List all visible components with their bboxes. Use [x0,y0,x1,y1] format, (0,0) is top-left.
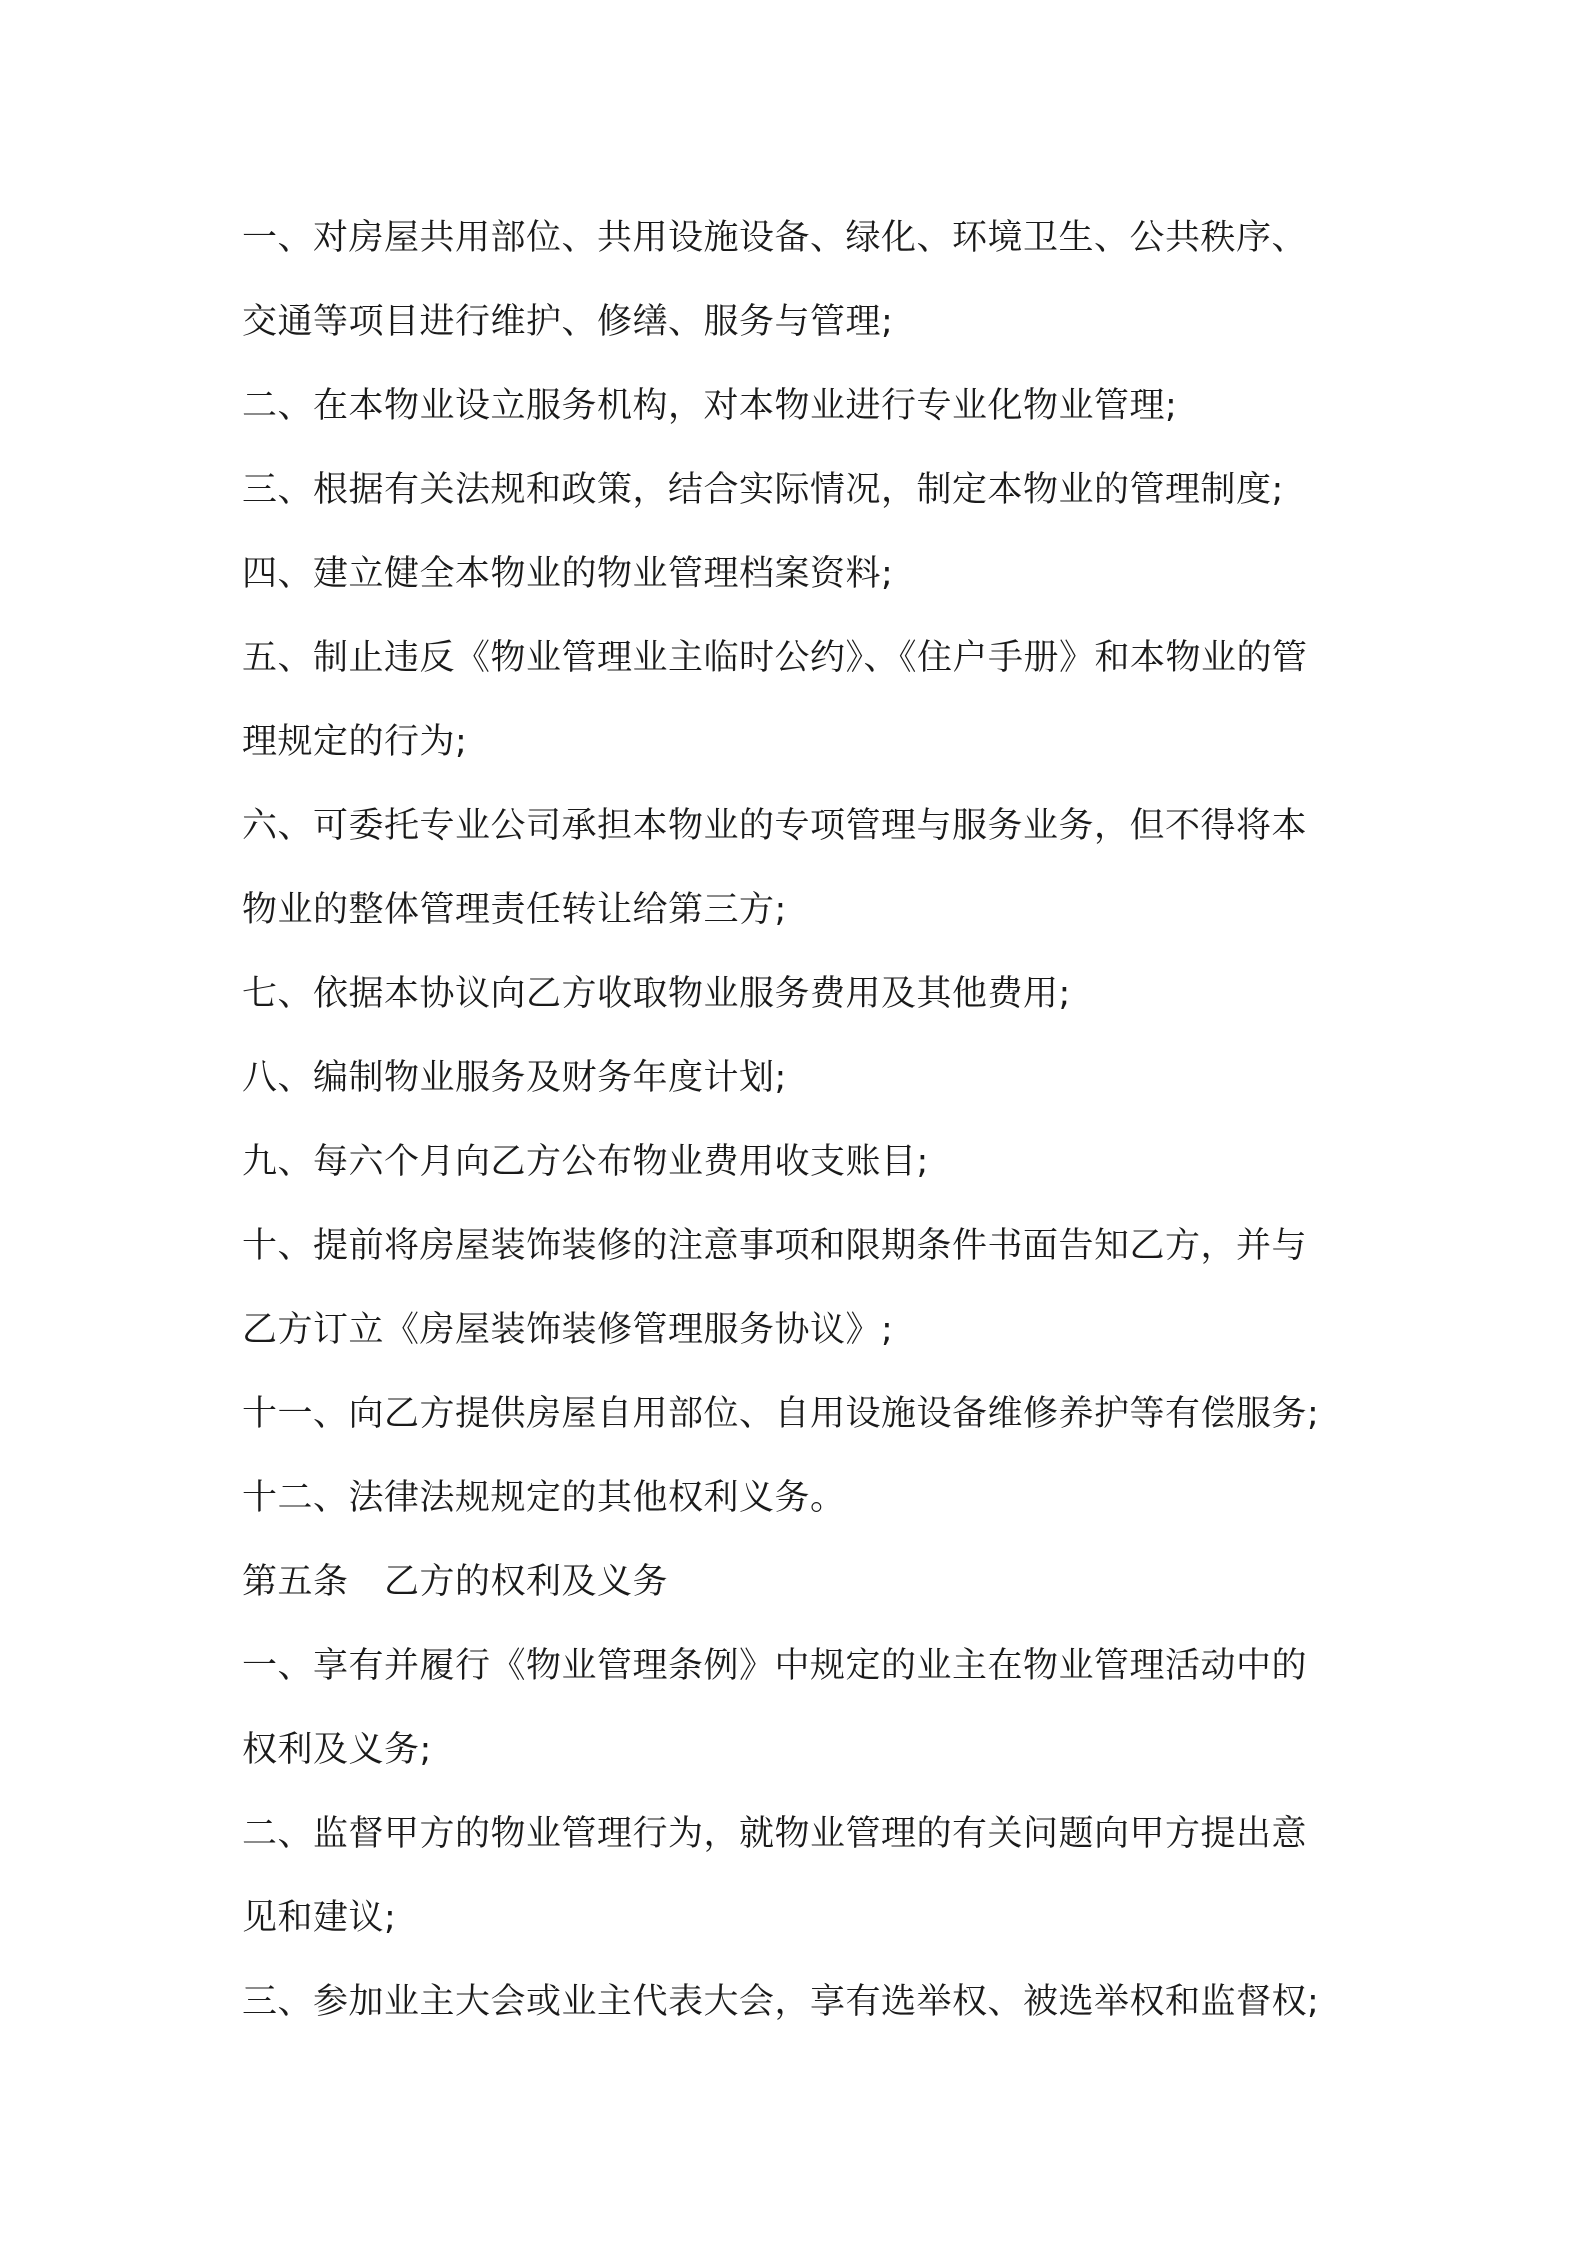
text-line: 五、制止违反《物业管理业主临时公约》、《住户手册》和本物业的管 [242,638,1308,678]
text-line: 九、每六个月向乙方公布物业费用收支账目; [242,1142,929,1182]
text-line: 二、监督甲方的物业管理行为，就物业管理的有关问题向甲方提出意 [242,1814,1308,1854]
text-line: 十一、向乙方提供房屋自用部位、自用设施设备维修养护等有偿服务; [242,1394,1320,1434]
text-line: 二、在本物业设立服务机构，对本物业进行专业化物业管理; [242,386,1178,426]
text-line: 三、根据有关法规和政策，结合实际情况，制定本物业的管理制度; [242,470,1284,510]
text-line: 十二、法律法规规定的其他权利义务。 [242,1478,846,1518]
text-line: 一、享有并履行《物业管理条例》中规定的业主在物业管理活动中的 [242,1646,1308,1686]
text-line: 乙方订立《房屋装饰装修管理服务协议》; [242,1310,894,1350]
text-line: 七、依据本协议向乙方收取物业服务费用及其他费用; [242,974,1071,1014]
text-line: 四、建立健全本物业的物业管理档案资料; [242,554,894,594]
text-line: 十、提前将房屋装饰装修的注意事项和限期条件书面告知乙方，并与 [242,1226,1308,1266]
text-line: 六、可委托专业公司承担本物业的专项管理与服务业务，但不得将本 [242,806,1308,846]
text-line: 八、编制物业服务及财务年度计划; [242,1058,787,1098]
text-line: 权利及义务; [242,1730,432,1770]
text-line: 见和建议; [242,1898,397,1938]
text-line: 一、对房屋共用部位、共用设施设备、绿化、环境卫生、公共秩序、 [242,218,1308,258]
text-line: 理规定的行为; [242,722,468,762]
text-line: 物业的整体管理责任转让给第三方; [242,890,787,930]
text-line: 交通等项目进行维护、修缮、服务与管理; [242,302,894,342]
section-heading: 第五条 乙方的权利及义务 [242,1562,669,1602]
document-body [242,196,1362,2044]
text-line: 三、参加业主大会或业主代表大会，享有选举权、被选举权和监督权; [242,1982,1320,2022]
